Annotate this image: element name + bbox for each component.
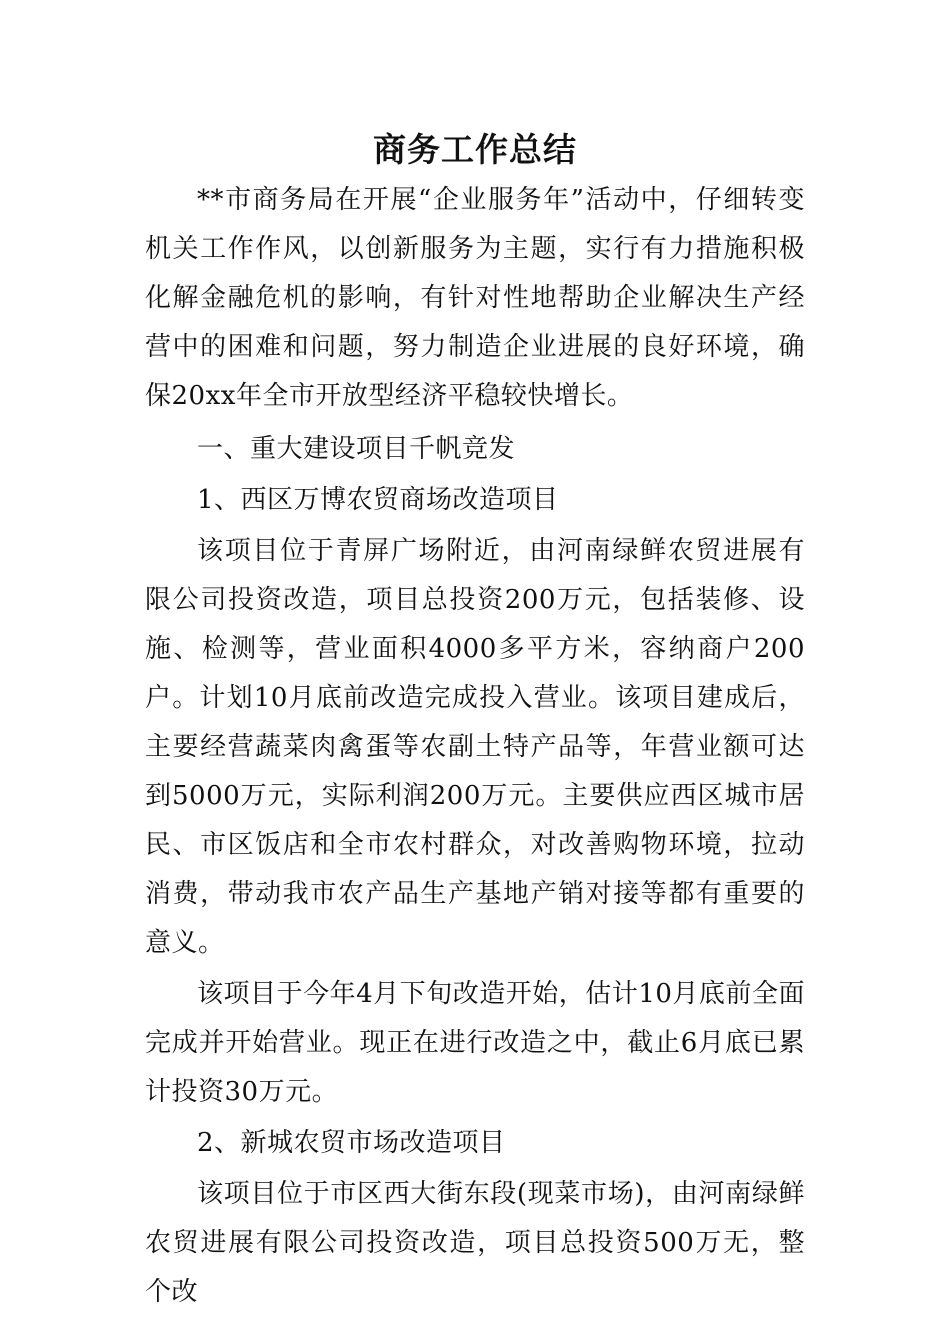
paragraph-intro: **市商务局在开展“企业服务年”活动中，仔细转变机关工作作风，以创新服务为主题，实行有力措施积极化解金融危机的影响，有针对性地帮助企业解决生产经营中的困难和问题，努力制造企业进展的良好环境，确保20xx年全市开放型经济平稳较快增长。 (145, 185, 805, 411)
paragraph-project-1-description: 该项目位于青屏广场附近，由河南绿鲜农贸进展有限公司投资改造，项目总投资200万元，包括装修、设施、检测等，营业面积4000多平方米，容纳商户200户。计划10月底前改造完成投入营业。该项目建成后，主要经营蔬菜肉禽蛋等农副土特产品等，年营业额可达到5000万元，实际利润200万元。主要供应西区城市居民、市区饭店和全市农村群众，对改善购物环境，拉动消费，带动我市农产品生产基地产销对接等都有重要的意义。 (145, 536, 805, 958)
paragraph-project-1-progress: 该项目于今年4月下旬改造开始，估计10月底前全面完成并开始营业。现正在进行改造之中，截止6月底已累计投资30万元。 (145, 979, 805, 1107)
document-body (145, 176, 805, 1317)
subsection-heading-2: 2、新城农贸市场改造项目 (197, 1128, 506, 1158)
section-heading-1: 一、重大建设项目千帆竞发 (197, 434, 516, 464)
document-title: 商务工作总结 (373, 130, 577, 169)
subsection-heading-1: 1、西区万博农贸商场改造项目 (197, 485, 559, 515)
paragraph-project-2-description: 该项目位于市区西大街东段(现菜市场)，由河南绿鲜农贸进展有限公司投资改造，项目总投资500万无，整个改 (145, 1179, 805, 1307)
